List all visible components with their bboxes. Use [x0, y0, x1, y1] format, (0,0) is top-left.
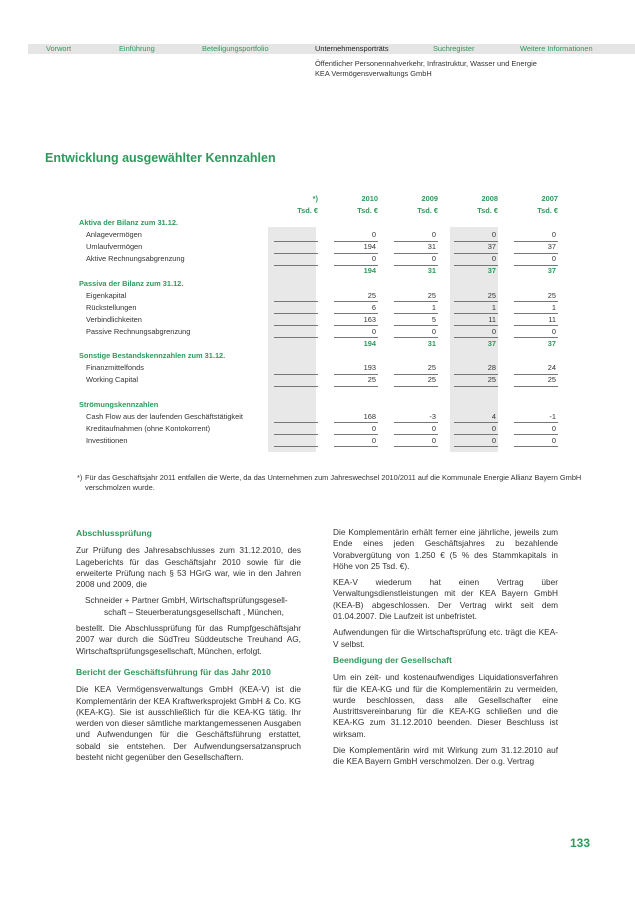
column-header-year: 2008 — [481, 194, 498, 203]
table-total-cell: 37 — [487, 339, 496, 348]
breadcrumb-company: KEA Vermögensverwaltungs GmbH — [315, 69, 432, 78]
paragraph: Die Komplementärin erhält ferner eine jährliche, jeweils zum Ende eines jeden Geschäftsjahres zu bezahlende Vorabvergütung von 1.250 € (5 % des Stammkapitals in Höhe von 25 Tsd. €). — [333, 527, 558, 571]
nav-item-suchregister[interactable]: Suchregister — [433, 44, 475, 53]
table-row-label: Cash Flow aus der laufenden Geschäftstätigkeit — [86, 411, 243, 421]
table-row-label: Anlagevermögen — [86, 230, 142, 240]
paragraph: Die KEA Vermögensverwaltungs GmbH (KEA-V) ist die Komplementärin der KEA Kraftwerksprojekt GmbH & Co. KG (KEA-KG). Sie ist ausschließlich für die KEA-KG tätig. Ihr werden von dieser sämtliche marktangemessenen Ausgaben und Aufwendungen für die Geschäftsführung erstattet, sobald sie entstehen. Der Aufwendungsersatzanspruch besteht nicht gegenüber den Gesellschaftern. — [76, 684, 301, 763]
column-header-unit: Tsd. € — [477, 206, 498, 215]
left-text-column — [76, 528, 301, 768]
table-cell: 168 — [363, 411, 376, 421]
page-number: 133 — [570, 836, 591, 850]
table-cell: 25 — [427, 375, 436, 385]
table-cell: 193 — [363, 363, 376, 373]
column-header-year: 2010 — [361, 194, 378, 203]
table-cell: 194 — [363, 242, 376, 252]
auditor-line-1: Schneider + Partner GmbH, Wirtschaftsprüfungsgesell- — [85, 595, 288, 606]
table-cell: 0 — [551, 423, 556, 433]
table-cell-rule — [454, 446, 498, 447]
table-cell-rule — [274, 325, 318, 326]
table-cell: 6 — [371, 302, 376, 312]
table-cell: 0 — [371, 230, 376, 240]
section-heading-abschlusspruefung: Abschlussprüfung — [76, 528, 152, 538]
table-total-cell: 31 — [427, 266, 436, 276]
nav-item-beteiligungsportfolio[interactable]: Beteiligungsportfolio — [202, 44, 269, 53]
table-row-label: Eigenkapital — [86, 290, 127, 300]
table-section-label: Passiva der Bilanz zum 31.12. — [79, 278, 184, 288]
column-header-year: *) — [312, 194, 318, 203]
table-cell-rule — [394, 446, 438, 447]
table-cell: 0 — [491, 435, 496, 445]
table-cell: 0 — [371, 326, 376, 336]
nav-item-vorwort[interactable]: Vorwort — [46, 44, 72, 53]
table-cell-rule — [274, 253, 318, 254]
auditor-name — [76, 595, 301, 618]
table-section-label: Sonstige Bestandskennzahlen zum 31.12. — [79, 351, 226, 361]
breadcrumb-category: Öffentlicher Personennahverkehr, Infrastruktur, Wasser und Energie — [315, 59, 537, 68]
table-cell-rule — [274, 313, 318, 314]
table-section-label: Aktiva der Bilanz zum 31.12. — [79, 218, 178, 227]
table-cell-rule — [394, 386, 438, 387]
table-cell-rule — [514, 386, 558, 387]
paragraph: Aufwendungen für die Wirtschaftsprüfung etc. trägt die KEA-V selbst. — [333, 627, 558, 649]
table-column-shade — [268, 227, 316, 452]
table-row-label: Verbindlichkeiten — [86, 314, 142, 324]
table-cell-rule — [274, 265, 318, 266]
table-cell: 31 — [427, 242, 436, 252]
table-cell: 28 — [487, 363, 496, 373]
table-cell: 24 — [547, 363, 556, 373]
table-total-cell: 194 — [363, 339, 376, 348]
table-cell-rule — [274, 241, 318, 242]
table-total-cell: 37 — [547, 339, 556, 348]
table-cell: 25 — [367, 290, 376, 300]
table-cell: 0 — [431, 230, 436, 240]
table-cell: 0 — [431, 435, 436, 445]
table-cell-rule — [274, 301, 318, 302]
page-title: Entwicklung ausgewählter Kennzahlen — [45, 151, 276, 165]
footnote-text: Für das Geschäftsjahr 2011 entfallen die Werte, da das Unternehmen zum Jahreswechsel 2010/2011 auf die Kommunale Energie Allianz Bayern GmbH verschmolzen wurde. — [85, 473, 582, 492]
nav-item-unternehmensportraets[interactable]: Unternehmensporträts — [315, 44, 389, 53]
table-row-label: Umlaufvermögen — [86, 242, 143, 252]
table-cell: 25 — [487, 290, 496, 300]
column-header-unit: Tsd. € — [537, 206, 558, 215]
table-cell: 0 — [551, 230, 556, 240]
table-cell-rule — [274, 374, 318, 375]
table-cell: 11 — [488, 314, 496, 324]
table-cell: 25 — [427, 290, 436, 300]
table-cell: -1 — [549, 411, 556, 421]
table-cell: 0 — [551, 326, 556, 336]
table-row-label: Passive Rechnungsabgrenzung — [86, 326, 191, 336]
table-cell: 25 — [427, 363, 436, 373]
table-cell: 163 — [363, 314, 376, 324]
table-cell-rule — [334, 386, 378, 387]
table-row-label: Working Capital — [86, 375, 139, 385]
paragraph: KEA-V wiederum hat einen Vertrag über Verwaltungsdienstleistungen mit der KEA Bayern GmbH (KEA-B) abgeschlossen. Der Vertrag wirkt seit dem 01.04.2007. Die Laufzeit ist unbefristet. — [333, 577, 558, 622]
paragraph: Die Komplementärin wird mit Wirkung zum 31.12.2010 auf die KEA Bayern GmbH verschmolzen. Der o.g. Vertrag — [333, 745, 558, 767]
table-cell: 1 — [551, 302, 556, 312]
table-cell: 1 — [431, 302, 436, 312]
column-header-unit: Tsd. € — [417, 206, 438, 215]
table-cell: 0 — [431, 423, 436, 433]
table-cell: 0 — [551, 254, 556, 264]
nav-item-weitere-informationen[interactable]: Weitere Informationen — [520, 44, 593, 53]
section-heading-bericht: Bericht der Geschäftsführung für das Jahr 2010 — [76, 666, 271, 677]
table-row-label: Kreditaufnahmen (ohne Kontokorrent) — [86, 423, 211, 433]
top-navigation — [28, 44, 635, 54]
table-cell: 0 — [491, 254, 496, 264]
table-cell-rule — [274, 337, 318, 338]
table-cell-rule — [274, 386, 318, 387]
table-cell: 25 — [487, 375, 496, 385]
paragraph: Zur Prüfung des Jahresabschlusses zum 31.12.2010, des Lageberichts für das Geschäftsjahr 2010 sowie für die erweiterte Prüfung nach § 53 HGrG war, wie in den Jahren 2008 und 2009, die — [76, 545, 301, 590]
table-row-label: Finanzmittelfonds — [86, 363, 144, 373]
footnote-mark: *) — [77, 473, 83, 482]
table-cell: 0 — [491, 230, 496, 240]
nav-item-einfuehrung[interactable]: Einführung — [119, 44, 155, 53]
table-cell-rule — [334, 446, 378, 447]
table-cell: 5 — [431, 314, 436, 324]
section-heading-beendigung: Beendigung der Gesellschaft — [333, 654, 452, 665]
table-cell: 1 — [491, 302, 496, 312]
table-cell: 0 — [371, 435, 376, 445]
table-cell: 37 — [487, 242, 496, 252]
table-total-cell: 37 — [487, 266, 496, 276]
column-header-unit: Tsd. € — [297, 206, 318, 215]
table-cell: 0 — [431, 326, 436, 336]
table-row-label: Rückstellungen — [86, 302, 137, 312]
column-header-unit: Tsd. € — [357, 206, 378, 215]
table-footnote — [77, 473, 590, 493]
table-cell: 25 — [367, 375, 376, 385]
table-cell: 0 — [431, 254, 436, 264]
table-cell: 0 — [491, 326, 496, 336]
column-header-year: 2009 — [421, 194, 438, 203]
table-cell: 4 — [491, 411, 496, 421]
table-total-cell: 37 — [547, 266, 556, 276]
paragraph: Um ein zeit- und kostenaufwendiges Liquidationsverfahren für die KEA-KG und für die Komplementärin zu vermeiden, wurde beschlossen, dass alle Gesellschafter eine Austrittsvereinbarung für die KEA-KG schließen und die KEA-KG zum 31.12.2010 beenden. Dieser Beschluss ist wirksam. — [333, 672, 558, 739]
table-cell-rule — [274, 434, 318, 435]
table-cell: 0 — [491, 423, 496, 433]
table-cell-rule — [514, 446, 558, 447]
table-cell-rule — [274, 446, 318, 447]
table-cell: 25 — [547, 290, 556, 300]
table-row-label: Aktive Rechnungsabgrenzung — [86, 254, 185, 264]
table-cell-rule — [274, 422, 318, 423]
column-header-year: 2007 — [541, 194, 558, 203]
table-section-label: Strömungskennzahlen — [79, 399, 159, 409]
table-total-cell: 194 — [363, 266, 376, 276]
table-cell: -3 — [429, 411, 436, 421]
paragraph: bestellt. Die Abschlussprüfung für das Rumpfgeschäftsjahr 2007 war durch die SüdTreu Süddeutsche Treuhand AG, Wirtschaftsprüfungsgesellschaft, München, erfolgt. — [76, 623, 301, 656]
table-cell-rule — [454, 386, 498, 387]
table-row-label: Investitionen — [86, 435, 128, 445]
table-cell: 37 — [547, 242, 556, 252]
table-cell: 11 — [548, 314, 556, 324]
right-text-column — [333, 527, 558, 773]
table-total-cell: 31 — [427, 339, 436, 348]
table-cell: 0 — [371, 423, 376, 433]
table-cell: 0 — [551, 435, 556, 445]
table-cell: 25 — [547, 375, 556, 385]
auditor-line-2: schaft – Steuerberatungsgesellschaft , München, — [104, 606, 284, 617]
table-cell: 0 — [371, 254, 376, 264]
